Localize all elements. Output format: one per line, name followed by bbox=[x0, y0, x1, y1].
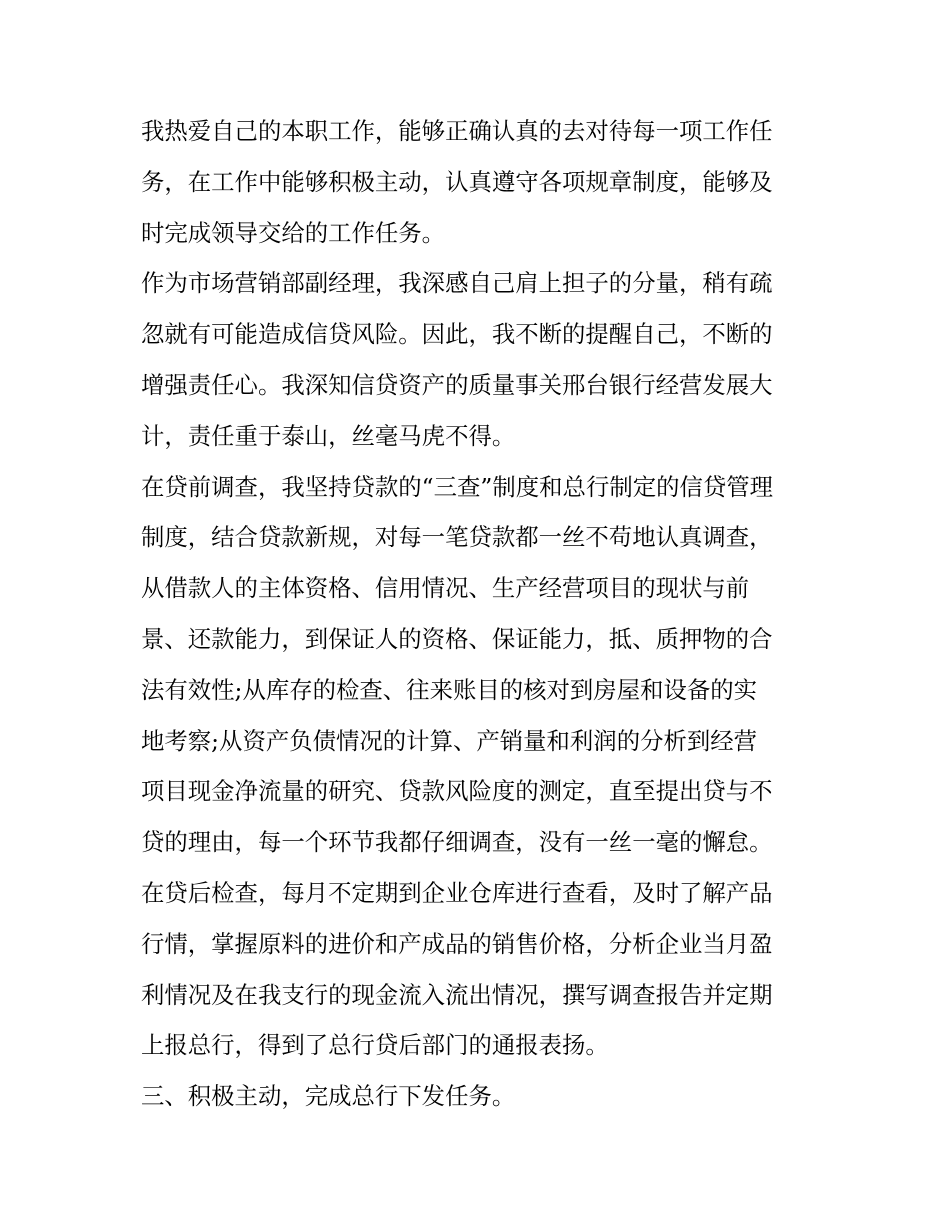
text-line: 项目现金净流量的研究、贷款风险度的测定，直至提出贷与不 bbox=[141, 777, 773, 806]
text-line: 在贷后检查，每月不定期到企业仓库进行查看，及时了解产品 bbox=[141, 878, 773, 907]
text-line: 时完成领导交给的工作任务。 bbox=[141, 218, 446, 247]
body-text bbox=[141, 106, 813, 1122]
text-line: 法有效性;从库存的检查、往来账目的核对到房屋和设备的实 bbox=[141, 675, 758, 704]
text-line: 从借款人的主体资格、信用情况、生产经营项目的现状与前 bbox=[141, 574, 750, 603]
text-line: 务，在工作中能够积极主动，认真遵守各项规章制度，能够及 bbox=[141, 167, 773, 196]
text-line: 计，责任重于泰山，丝毫马虎不得。 bbox=[141, 421, 516, 450]
text-line: 行情，掌握原料的进价和产成品的销售价格，分析企业当月盈 bbox=[141, 929, 773, 958]
text-line: 景、还款能力，到保证人的资格、保证能力，抵、质押物的合 bbox=[141, 624, 773, 653]
text-line: 地考察;从资产负债情况的计算、产销量和利润的分析到经营 bbox=[141, 726, 758, 755]
text-line: 贷的理由，每一个环节我都仔细调查，没有一丝一毫的懈怠。 bbox=[141, 828, 773, 857]
text-line: 忽就有可能造成信贷风险。因此，我不断的提醒自己，不断的 bbox=[141, 320, 773, 349]
text-line: 利情况及在我支行的现金流入流出情况，撰写调查报告并定期 bbox=[141, 980, 773, 1009]
text-line: 在贷前调查，我坚持贷款的“三查”制度和总行制定的信贷管理 bbox=[141, 472, 774, 501]
text-line: 制度，结合贷款新规，对每一笔贷款都一丝不苟地认真调查， bbox=[141, 523, 773, 552]
text-line: 三、积极主动，完成总行下发任务。 bbox=[141, 1082, 516, 1111]
text-line: 我热爱自己的本职工作，能够正确认真的去对待每一项工作任 bbox=[141, 117, 773, 145]
text-line: 增强责任心。我深知信贷资产的质量事关邢台银行经营发展大 bbox=[141, 370, 773, 399]
text-line: 作为市场营销部副经理，我深感自己肩上担子的分量，稍有疏 bbox=[141, 269, 773, 298]
text-line: 上报总行，得到了总行贷后部门的通报表扬。 bbox=[141, 1031, 609, 1060]
